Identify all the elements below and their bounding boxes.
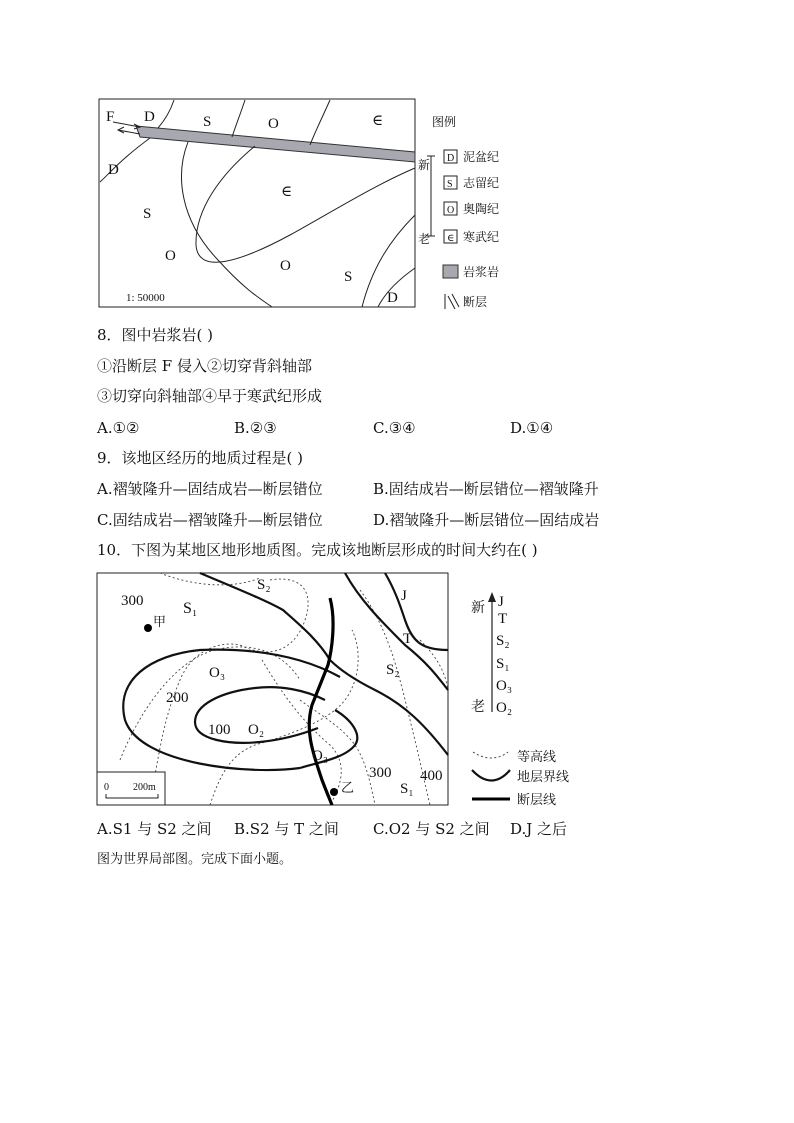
legend-old: 老 [418,232,431,246]
age-old: 老 [471,700,485,715]
q8-statement-1: ①沿断层 F 侵入②切穿背斜轴部 [97,357,312,375]
stratum-label: T [403,631,413,647]
legend-label: 志留纪 [463,176,500,190]
age-stratum: O₂ [496,700,513,716]
q10-option-b: B.S2 与 T 之间 [234,820,339,838]
age-stratum: T [498,611,508,627]
q8-option-c: C.③④ [373,419,416,437]
q10-option-a: A.S1 与 S2 之间 [97,820,212,838]
stratum-label: S [203,114,212,130]
legend-label: 等高线 [517,749,557,764]
age-stratum: S₁ [496,656,510,672]
svg-text:∈: ∈ [447,233,455,244]
stratum-label: O₃ [312,748,329,764]
q8-option-b: B.②③ [234,419,277,437]
stratum-label: O₂ [248,722,265,738]
contour-value: 400 [420,768,443,784]
legend-title: 图例 [432,115,457,129]
q8-statement-2: ③切穿向斜轴部④早于寒武纪形成 [97,387,323,405]
contour-legend-icon [473,752,508,758]
q8-option-d: D.①④ [510,419,554,437]
stratum-label: S₂ [257,577,271,593]
q9-option-c: C.固结成岩—褶皱隆升—断层错位 [97,511,323,529]
legend-label: 地层界线 [517,769,570,784]
legend-label: 泥盆纪 [463,150,500,164]
q10-option-d: D.J 之后 [510,820,568,838]
q8-option-a: A.①② [97,419,140,437]
q8-stem: 8．图中岩浆岩( ) [97,326,214,344]
geologic-map-1 [0,0,794,320]
stratum-label: J [401,588,407,604]
contour-value: 100 [208,722,231,738]
svg-text:S: S [447,179,453,190]
stratum-label: S [344,269,353,285]
stratum-label: O₃ [209,665,226,681]
stratum-label: O [268,116,279,132]
scale-zero: 0 [104,782,109,793]
fault-label-F: F [106,109,115,125]
q9-stem: 9．该地区经历的地质过程是( ) [97,449,304,467]
stratum-label: ∈ [372,113,384,129]
stratum-label: D [144,109,155,125]
age-stratum: S₂ [496,633,510,649]
stratum-label: S₁ [183,600,198,617]
q10-option-c: C.O2 与 S2 之间 [373,820,490,838]
section-intro: 图为世界局部图。完成下面小题。 [97,852,293,867]
legend-label: 寒武纪 [463,230,500,244]
contour-value: 200 [166,690,189,706]
legend-magma-swatch [443,265,458,278]
stratum-label: O [165,248,176,264]
svg-text:D: D [447,153,455,164]
svg-text:O: O [447,205,455,216]
q9-option-d: D.褶皱隆升—断层错位—固结成岩 [373,511,600,529]
age-stratum: O₃ [496,678,513,694]
stratum-label: D [108,162,119,178]
point-jia-label: 甲 [153,614,167,629]
legend-new: 新 [418,158,431,172]
stratum-label: D [387,290,398,306]
point-jia-marker [144,624,152,632]
fault-symbol-icon [445,294,459,309]
point-yi-label: 乙 [341,780,355,795]
legend-label: 断层 [463,295,488,309]
contour-value: 300 [121,593,144,609]
legend-label: 岩浆岩 [463,265,500,279]
age-arrowhead-icon [488,592,496,602]
legend-label: 奥陶纪 [463,202,500,216]
contour-value: 300 [369,765,392,781]
stratum-label: O [280,258,291,274]
scale-distance: 200m [133,782,156,793]
q10-stem: 10．下图为某地区地形地质图。完成该地断层形成的时间大约在( ) [97,541,538,559]
stratum-label: S₂ [386,662,400,678]
q9-option-a: A.褶皱隆升—固结成岩—断层错位 [97,480,323,498]
legend-label: 断层线 [517,792,557,807]
stratum-label: S₁ [400,781,414,797]
q9-option-b: B.固结成岩—断层错位—褶皱隆升 [373,480,599,498]
strata-boundary-legend-icon [472,770,510,781]
stratum-label: S [143,206,152,222]
age-stratum: J [498,594,504,610]
age-new: 新 [471,601,485,616]
stratum-label: ∈ [281,184,293,200]
geologic-map-2 [0,560,794,820]
map-scale: 1: 50000 [126,292,165,304]
point-yi-marker [330,788,338,796]
